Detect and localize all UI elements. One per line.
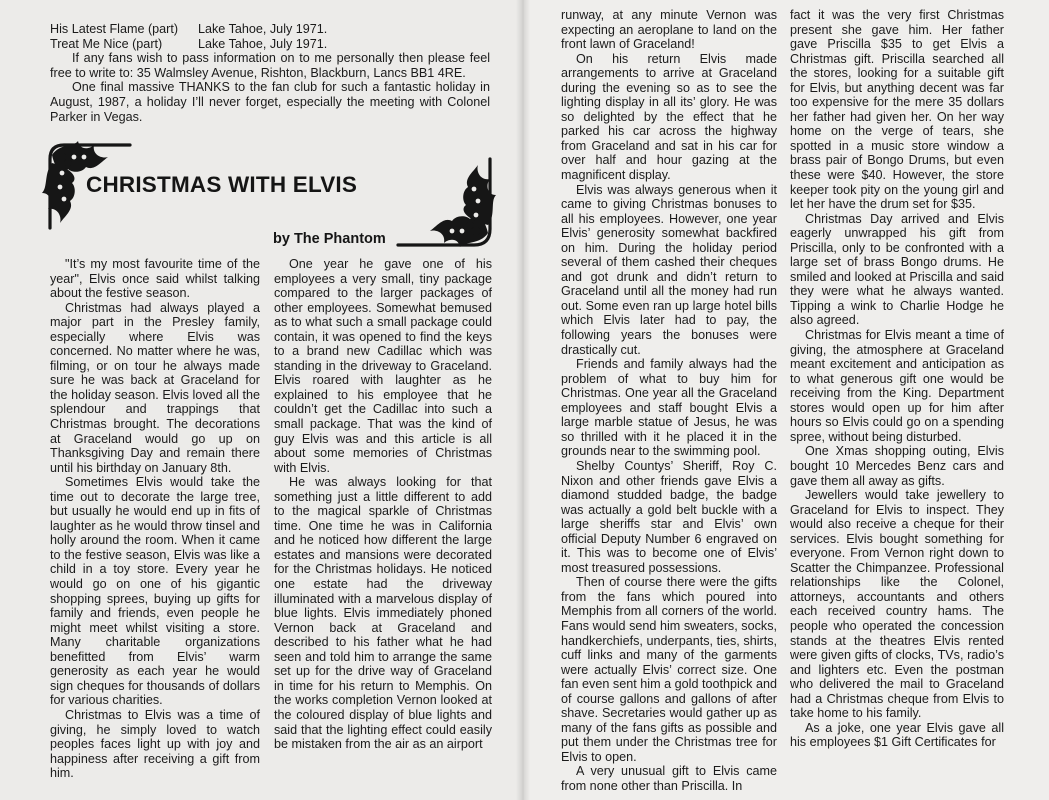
column-1 — [50, 257, 260, 781]
paragraph: Shelby Countys’ Sheriff, Roy C. Nixon and other friends gave Elvis a diamond studded badge, the badge was actually a gold belt buckle with a large sheriffs star and Elvis’ own official Deputy Number 6 engraved on it. This was to become one of Elvis’ most treasured possessions. — [561, 458, 777, 575]
column-3 — [561, 8, 777, 794]
paragraph: "It’s my most favourite time of the year", Elvis once said whilst talking about the festive season. — [50, 257, 260, 301]
paragraph: As a joke, one year Elvis gave all his employees $1 Gift Certificates for — [790, 720, 1004, 750]
paragraph: Elvis was always generous when it came to giving Christmas bonuses to all his employees. However, one year Elvis’ generosity somewhat backfired on him. During the holiday period several of them cashed their cheques and got drunk and didn’t return to Graceland until all the money had run out. Some even ran up large hotel bills which Elvis later had to pay, the following years the bonuses were drastically cut. — [561, 182, 777, 357]
page-gutter — [516, 0, 530, 800]
paragraph: Christmas to Elvis was a time of giving, he simply loved to watch peoples faces light up with joy and happiness after receiving a gift from him. — [50, 707, 260, 781]
paragraph: Friends and family always had the problem of what to buy him for Christmas. One year all the Graceland employees and staff bought Elvis a large marble statue of Jesus, he was so thrilled with it he placed it in the grounds near to the swimming pool. — [561, 357, 777, 459]
paragraph: A very unusual gift to Elvis came from none other than Priscilla. In — [561, 764, 777, 793]
paragraph: He was always looking for that something just a little different to add to the magical sparkle of Christmas time. One time he was in California and he noticed how different the large estates and mansions were decorated for the Christmas holidays. He noticed one estate had the driveway illuminated with a marvelous display of blue lights. Elvis immediately phoned Vernon back at Graceland and described to his father what he had seen and told him to arrange the same set up for the drive way of Graceland in time for his return to Memphis. On the works completion Vernon looked at the coloured display of blue lights and said that the lighting effect could easily be mistaken from the air as an airport — [274, 475, 492, 752]
paragraph: On his return Elvis made arrangements to arrive at Graceland during the evening so as to see the lighting display in all its’ glory. He was so delighted by the effect that he parked his car across the highway from Graceland and sat in his car for over half and hour gazing at the magnificent display. — [561, 51, 777, 183]
song-place: Lake Tahoe, July 1971. — [198, 22, 328, 36]
intro-paragraph: One final massive THANKS to the fan club for such a fantastic holiday in August, 1987, a holiday I’ll never forget, especially the meeting with Colonel Parker in Vegas. — [50, 80, 490, 124]
paragraph: runway, at any minute Vernon was expecting an aeroplane to land on the front lawn of Graceland! — [561, 8, 777, 52]
right-page — [522, 0, 1049, 800]
paragraph: One Xmas shopping outing, Elvis bought 10 Mercedes Benz cars and gave them all away as gifts. — [790, 444, 1004, 488]
paragraph: fact it was the very first Christmas present she gave him. Her father gave Priscilla $35 to get Elvis a Christmas gift. Priscilla searched all the stores, looking for a suitable gift for Elvis, but anything decent was far too expensive for the mere 35 dollars her father had given her. On her way home on the verge of tears, she spotted in a music store window a brass pair of Bongo Drums, but even these were $40. However, the store keeper took pity on the young girl and let her have the drum set for $35. — [790, 8, 1004, 212]
song-row — [50, 22, 490, 37]
paragraph: Sometimes Elvis would take the time out to decorate the large tree, but usually he would end up in fits of laughter as he would throw tinsel and holly around the room. When it came to the festive season, Elvis was like a child in a toy store. Every year he would go on one of his gigantic shopping sprees, buying up gifts for family and friends, even people he might meet whilst visiting a store. Many charitable organizations benefitted from Elvis’ warm generosity as each year he would sign cheques for thousands of dollars for various charities. — [50, 475, 260, 708]
song-list — [50, 22, 490, 124]
paragraph: Christmas Day arrived and Elvis eagerly unwrapped his gift from Priscilla, only to be confronted with a large set of brass Bongo drums. He smiled and looked at Priscilla and said they were what he always wanted. Tipping a wink to Charlie Hodge he also agreed. — [790, 211, 1004, 328]
song-title: Treat Me Nice (part) — [50, 36, 163, 51]
song-place: Lake Tahoe, July 1971. — [198, 36, 328, 51]
song-title: His Latest Flame (part) — [50, 22, 179, 36]
intro-paragraph: If any fans wish to pass information on to me personally then please feel free to write to: 35 Walmsley Avenue, Rishton, Blackburn, Lancs BB1 4RE. — [50, 51, 490, 80]
article-byline: by The Phantom — [273, 231, 386, 247]
column-2 — [274, 257, 492, 752]
song-row — [50, 37, 490, 52]
paragraph: Christmas for Elvis meant a time of giving, the atmosphere at Graceland meant excitement and anticipation as to what generous gift one would be receiving from the King. Department stores would open up for him after hours so Elvis could go on a spending spree, without being disturbed. — [790, 328, 1004, 444]
paragraph: Christmas had always played a major part in the Presley family, especially where Elvis was concerned. No matter where he was, filming, or on tour he always made sure he was back at Graceland for the holiday season. Elvis loved all the splendour and trappings that Christmas brought. The decorations at Graceland would go up on Thanksgiving Day and remain there until his birthday on January 8th. — [50, 300, 260, 475]
paragraph: Jewellers would take jewellery to Graceland for Elvis to inspect. They would also receive a cheque for their services. Elvis bought something for everyone. From Vernon right down to Scatter the Chimpanzee. Professional relationships like the Colonel, attorneys, accountants and others each received country hams. The people who operated the concession stands at the theatres Elvis rented were given gifts of clocks, TVs, radio’s and lighters etc. Even the postman who delivered the mail to Graceland had a Christmas cheque from Elvis to take home to his family. — [790, 488, 1004, 721]
article-title: CHRISTMAS WITH ELVIS — [86, 172, 358, 197]
paragraph: Then of course there were the gifts from the fans which poured into Memphis from all corners of the world. Fans would send him sweaters, socks, handkerchiefs, underpants, ties, shirts, cuff links and many of the garments were actually Elvis’ correct size. One fan even sent him a gold toothpick and of course gallons and gallons of after shave. Secretaries would gather up as many of the fans gifts as possible and put them under the Christmas tree for Elvis to open. — [561, 575, 777, 764]
paragraph: One year he gave one of his employees a very small, tiny package compared to the larger packages of other employees. Somewhat bemused as to what such a small package could contain, it was opened to find the keys to a brand new Cadillac which was standing in the driveway to Graceland. Elvis roared with laughter as he explained to his employee that he couldn’t get the Cadillac into such a small package. That was the kind of guy Elvis was and this article is all about some memories of Christmas with Elvis. — [274, 257, 492, 475]
left-page — [0, 0, 522, 800]
holly-corner-bottom-right-icon — [392, 155, 498, 255]
column-4 — [790, 8, 1004, 750]
